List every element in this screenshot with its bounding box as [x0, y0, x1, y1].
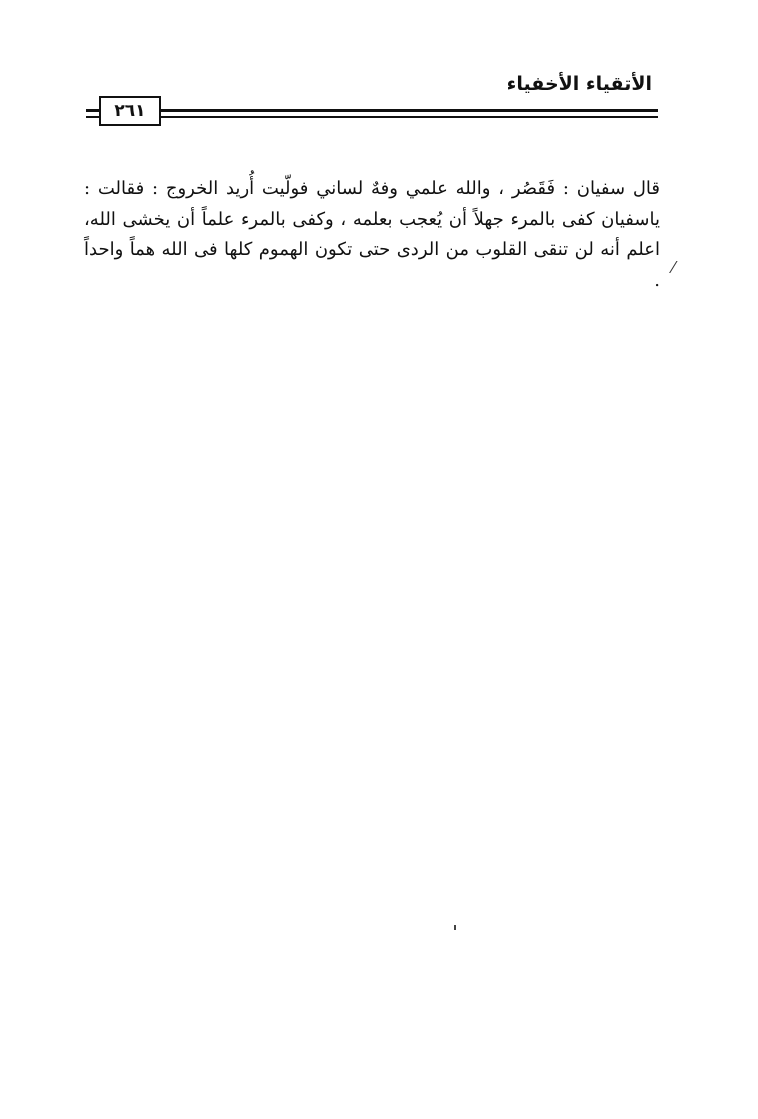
- paragraph: قال سفيان : فَقَصُر ، والله علمي وفهٌ لساني فولّيت أُريد الخروج : فقالت : ياسفيان كفى بالمرء جهلاً أن يُعجب بعلمه ، وكفى بالمرء علماً أن يخشى الله، اعلم أنه لن تنقى القلوب من الردى حتى تكون الهموم كلها فى الله هماً واحداً .: [84, 178, 660, 291]
- scan-speck: [454, 925, 456, 930]
- body-text: [84, 174, 660, 296]
- page-number: ٢٦١: [114, 101, 146, 121]
- header-rule-bottom: [86, 116, 658, 118]
- running-title: الأتقياء الأخفياء: [506, 73, 652, 95]
- margin-pencil-mark: ⁄: [672, 258, 675, 277]
- header-rule-top: [86, 109, 658, 112]
- page-number-box: [99, 96, 161, 126]
